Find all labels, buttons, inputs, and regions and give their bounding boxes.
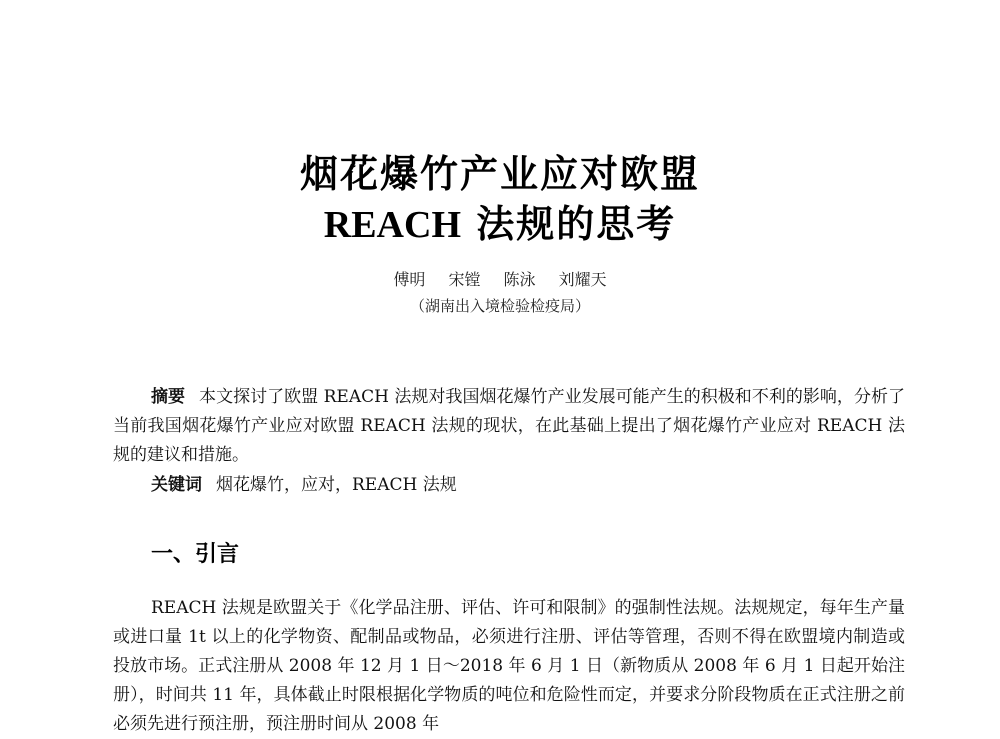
keywords-line: [151, 471, 911, 500]
author-name: 宋镗: [448, 270, 481, 289]
paper-title-reach: REACH: [323, 204, 461, 246]
section-heading-introduction: 一、引言: [151, 542, 240, 567]
keywords-text: 烟花爆竹，应对，REACH 法规: [216, 475, 457, 495]
paper-title-rest: 法规的思考: [461, 202, 677, 246]
abstract-paragraph: [113, 383, 905, 470]
author-name: 陈泳: [503, 270, 536, 289]
author-name: 傅明: [393, 270, 426, 289]
author-affiliation: （湖南出入境检验检疫局）: [409, 297, 590, 315]
paper-title-line-2: [0, 200, 1000, 249]
author-list: [0, 270, 1000, 290]
keywords-label: 关键词: [151, 475, 202, 495]
author-name: 刘耀天: [558, 270, 607, 289]
abstract-text: 本文探讨了欧盟 REACH 法规对我国烟花爆竹产业发展可能产生的积极和不利的影响，分析了当前我国烟花爆竹产业应对欧盟 REACH 法规的现状，在此基础上提出了烟花爆竹产业应对 REACH 法规的建议和措施。: [113, 387, 906, 465]
body-paragraph: REACH 法规是欧盟关于《化学品注册、评估、许可和限制》的强制性法规。法规规定，每年生产量或进口量 1t 以上的化学物资、配制品或物品，必须进行注册、评估等管理，否则不得在欧盟境内制造或投放市场。正式注册从 2008 年 12 月 1 日～2018 年 6 月 1 日（新物质从 2008 年 6 月 1 日起开始注册），时间共 11 年，具体截止时限根据化学物质的吨位和危险性而定，并要求分阶段物质在正式注册之前必须先进行预注册，预注册时间从 2008 年: [113, 598, 905, 734]
abstract-label: 摘要: [151, 387, 186, 407]
paper-title-line-1: 烟花爆竹产业应对欧盟: [299, 152, 700, 196]
